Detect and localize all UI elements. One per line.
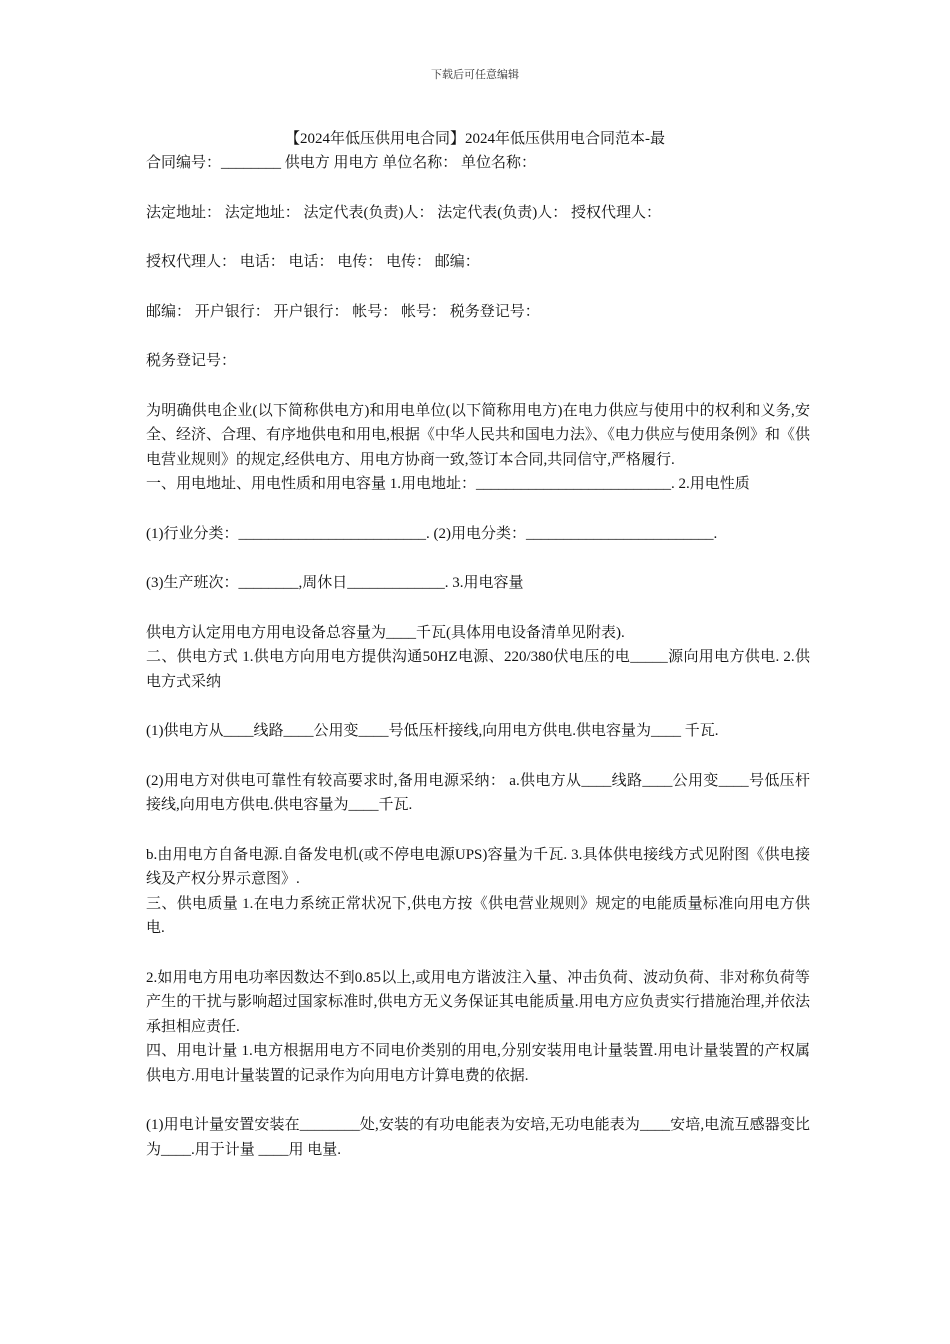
page-header-note: 下载后可任意编辑 [431, 69, 519, 81]
paragraph-bank: 邮编： 开户银行： 开户银行： 帐号： 帐号： 税务登记号： [146, 303, 540, 320]
paragraph-self-generation: b.由用电方自备电源.自备发电机(或不停电电源UPS)容量为千瓦. 3.具体供电接线方式见附图《供电接线及产权分界示意图》. [146, 846, 810, 887]
paragraph-section-1: 一、用电地址、用电性质和用电容量 1.用电地址：__________________________. 2.用电性质 [146, 476, 750, 492]
paragraph-power-factor: 2.如用电方用电功率因数达不到0.85以上,或用电方谐波注入量、冲击负荷、波动负荷、非对称负荷等产生的干扰与影响超过国家标准时,供电方无义务保证其电能质量.用电方应负责实行措施治理,并依法承担相应责任. [146, 969, 810, 1035]
paragraph-shifts: (3)生产班次：________,周休日_____________. 3.用电容量 [146, 575, 524, 591]
paragraph-phone: 授权代理人： 电话： 电话： 电传： 电传： 邮编： [146, 254, 480, 270]
paragraph-section-4: 四、用电计量 1.电方根据用电方不同电价类别的用电,分别安装用电计量装置.用电计量装置的产权属供电方.用电计量装置的记录作为向用电方计算电费的依据. [146, 1043, 810, 1084]
paragraph-meter-install: (1)用电计量安置安装在________处,安装的有功电能表为安培,无功电能表为____安培,电流互感器变比为____.用于计量 ____用 电量. [146, 1117, 810, 1158]
paragraph-tax-id: 税务登记号： [146, 353, 237, 369]
paragraph-legal-address: 法定地址： 法定地址： 法定代表(负责)人： 法定代表(负责)人： 授权代理人： [146, 204, 661, 221]
paragraph-section-3: 三、供电质量 1.在电力系统正常状况下,供电方按《供电营业规则》规定的电能质量标准向用电方供电. [146, 895, 810, 936]
document-body [146, 151, 810, 1162]
paragraph-section-2: 二、供电方式 1.供电方向用电方提供沟通50HZ电源、220/380伏电压的电_____源向用电方供电. 2.供电方式采纳 [146, 649, 810, 690]
paragraph-contract-number: 合同编号：________ 供电方 用电方 单位名称： 单位名称： [146, 155, 537, 171]
document-title: 【2024年低压供用电合同】2024年低压供用电合同范本-最 [285, 131, 665, 147]
paragraph-preamble: 为明确供电企业(以下简称供电方)和用电单位(以下简称用电方)在电力供应与使用中的权利和义务,安全、经济、合理、有序地供电和用电,根据《中华人民共和国电力法》、《电力供应与使用条例》和《供电营业规则》的规定,经供电方、用电方协商一致,签订本合同,共同信守,严格履行. [146, 402, 810, 468]
paragraph-industry-class: (1)行业分类：_________________________. (2)用电分类：_________________________. [146, 525, 718, 542]
paragraph-capacity: 供电方认定用电方用电设备总容量为____千瓦(具体用电设备清单见附表). [146, 624, 625, 641]
paragraph-supply-line: (1)供电方从____线路____公用变____号低压杆接线,向用电方供电.供电容量为____ 千瓦. [146, 723, 719, 739]
paragraph-backup-supply: (2)用电方对供电可靠性有较高要求时,备用电源采纳： a.供电方从____线路____公用变____号低压杆接线,向用电方供电.供电容量为____千瓦. [146, 772, 810, 813]
